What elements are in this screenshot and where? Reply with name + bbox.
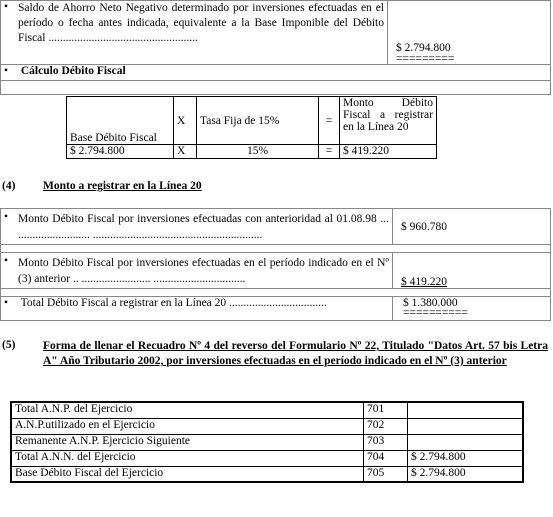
calc-header-tasa: Tasa Fija de 15%	[197, 97, 319, 145]
anp-row-label: A.N.P.utilizado en el Ejercicio	[11, 418, 364, 434]
section4-row3-underline: ==========	[403, 307, 468, 319]
calc-x: X	[174, 145, 197, 159]
section4-row1-text: Monto Débito Fiscal por inversiones efectuadas con anterioridad al 01.08.98 ... ......................... ...........................................................	[18, 212, 389, 241]
anp-row-value	[408, 434, 524, 450]
section4-title: Monto a registrar en la Línea 20	[43, 180, 202, 192]
calc-header-monto: Monto Débito Fiscal a registrar en la Línea 20	[340, 97, 437, 145]
anp-row-code: 703	[364, 434, 408, 450]
anp-row-code: 704	[364, 450, 408, 466]
anp-row-value	[408, 402, 524, 418]
anp-row-label: Base Débito Fiscal del Ejercicio	[11, 466, 364, 482]
section4-row2-value: $ 419.220	[401, 276, 447, 288]
anp-row-label: Remanente A.N.P. Ejercicio Siguiente	[11, 434, 364, 450]
anp-row-label: Total A.N.N. del Ejercicio	[11, 450, 364, 466]
bullet-icon: •	[4, 254, 9, 267]
blank-row	[1, 245, 551, 253]
section4-number: (4)	[2, 180, 16, 192]
bullet-icon: •	[4, 65, 9, 77]
calc-eq: =	[319, 145, 340, 159]
section5-title: Forma de llenar el Recuadro Nº 4 del reverso del Formulario Nº 22, Titulado "Datos Art. 57 bis Letra A" Año Tributario 2002, por inversiones efectuadas en el período indicado en el Nº (3) anterior	[43, 340, 548, 367]
bullet-icon: •	[4, 210, 9, 223]
ahorro-underline: =========	[396, 53, 455, 65]
calc-header-eq: =	[319, 97, 340, 145]
calc-header-base: Base Débito Fiscal	[67, 97, 174, 145]
section4-table	[0, 208, 551, 321]
anp-row-label: Total A.N.P. del Ejercicio	[11, 402, 364, 418]
section4-row1-value: $ 960.780	[393, 209, 551, 245]
bullet-icon: •	[4, 297, 9, 309]
calc-rate: 15%	[197, 145, 319, 159]
section4-row3-value-cell	[393, 297, 551, 321]
ahorro-value-cell	[388, 1, 551, 65]
ahorro-text-cell	[1, 1, 388, 65]
calc-header-x: X	[174, 97, 197, 145]
calc-table	[66, 96, 437, 159]
calc-monto-value: $ 419.220	[340, 145, 437, 159]
section4-row1-text-cell	[1, 209, 393, 245]
anp-row-code: 702	[364, 418, 408, 434]
calculo-heading-cell	[1, 65, 551, 81]
blank-row	[1, 289, 551, 297]
section4-row2-text: Monto Débito Fiscal por inversiones efectuadas en el período indicado en el Nº (3) anterior .. ........................ ................................	[18, 256, 389, 285]
section4-row3-value: $ 1.380.000	[403, 297, 458, 309]
section4-row2-text-cell	[1, 253, 393, 289]
anp-row-value: $ 2.794.800	[408, 450, 524, 466]
anp-row-code: 701	[364, 402, 408, 418]
section4-row3-text: Total Débito Fiscal a registrar en la Línea 20 ..................................	[20, 297, 327, 309]
ahorro-text: Saldo de Ahorro Neto Negativo determinado por inversiones efectuadas en el período o fecha antes indicada, equivalente a la Base Imponible del Débito Fiscal ....................................................	[18, 2, 384, 44]
section4-row2-value-cell	[393, 253, 551, 289]
section4-row3-text-cell	[1, 297, 393, 321]
calc-base-value: $ 2.794.800	[67, 145, 174, 159]
top-section-table	[0, 0, 551, 95]
anp-row-value	[408, 418, 524, 434]
anp-table	[10, 401, 524, 483]
bullet-icon: •	[4, 1, 9, 13]
anp-row-code: 705	[364, 466, 408, 482]
calculo-heading: Cálculo Débito Fiscal	[20, 65, 126, 77]
blank-row	[1, 81, 551, 95]
ahorro-value: $ 2.794.800	[396, 42, 451, 54]
section5-number: (5)	[2, 339, 16, 351]
anp-row-value: $ 2.794.800	[408, 466, 524, 482]
